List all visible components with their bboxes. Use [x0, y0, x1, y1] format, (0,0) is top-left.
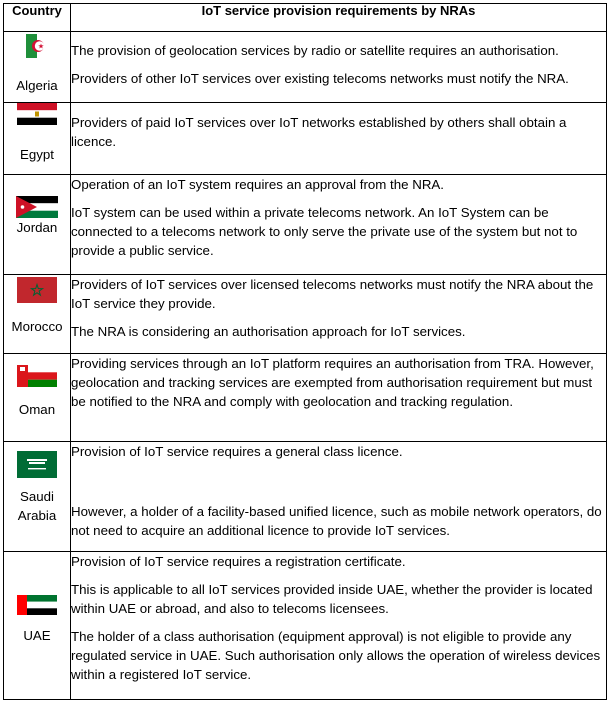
- country-cell: [4, 32, 71, 103]
- flag-oman-icon: [17, 365, 57, 387]
- requirement-paragraph: IoT system can be used within a private telecoms network. An IoT System can be connected to a telecoms network to only serve the private use of the system but not to provide a public service.: [71, 205, 578, 258]
- flag-saudi-arabia-icon: [17, 451, 57, 478]
- requirements-cell: [71, 175, 607, 275]
- nra-requirements-table: [3, 3, 607, 700]
- requirements-cell: [71, 442, 607, 552]
- requirements-cell: [71, 32, 607, 103]
- flag-egypt-icon: [17, 103, 57, 125]
- requirement-paragraph: Providers of paid IoT services over IoT networks established by others shall obtain a licence.: [71, 115, 567, 149]
- country-cell: [4, 354, 71, 442]
- requirement-paragraph: The provision of geolocation services by radio or satellite requires an authorisation.: [71, 43, 559, 58]
- requirement-paragraph: Providers of other IoT services over existing telecoms networks must notify the NRA.: [71, 71, 569, 86]
- requirement-paragraph: However, a holder of a facility-based unified licence, such as mobile network operators, do not need to acquire an additional licence to provide IoT services.: [71, 504, 602, 538]
- country-name: Algeria: [16, 78, 58, 93]
- country-cell: [4, 275, 71, 354]
- requirements-cell: [71, 552, 607, 700]
- country-name: UAE: [23, 628, 51, 643]
- flag-morocco-icon: [17, 277, 57, 303]
- header-country: Country: [4, 4, 71, 32]
- country-name: Jordan: [16, 220, 58, 235]
- country-cell: [4, 103, 71, 175]
- requirements-cell: [71, 103, 607, 175]
- flag-algeria-icon: [26, 34, 48, 58]
- country-cell: [4, 552, 71, 700]
- header-requirements: IoT service provision requirements by NRAs: [71, 4, 607, 32]
- country-cell: [4, 175, 71, 275]
- requirements-cell: [71, 354, 607, 442]
- table-row: [4, 275, 607, 354]
- requirement-paragraph: Provision of IoT service requires a general class licence.: [71, 444, 403, 459]
- table-row: [4, 175, 607, 275]
- table-row: [4, 442, 607, 552]
- requirements-cell: [71, 275, 607, 354]
- table-row: [4, 103, 607, 175]
- flag-uae-icon: [17, 595, 57, 615]
- requirement-paragraph: The NRA is considering an authorisation approach for IoT services.: [71, 324, 466, 339]
- country-name: Morocco: [11, 319, 63, 334]
- country-cell: [4, 442, 71, 552]
- table-row: [4, 354, 607, 442]
- flag-jordan-icon: [16, 196, 58, 218]
- table-header-row: [4, 4, 607, 32]
- requirement-paragraph: Provision of IoT service requires a registration certificate.: [71, 554, 406, 569]
- requirement-paragraph: The holder of a class authorisation (equipment approval) is not eligible to provide any regulated service in UAE. Such authorisation only allows the operation of wireless devices within a registered IoT service.: [71, 629, 601, 682]
- requirement-paragraph: Operation of an IoT system requires an approval from the NRA.: [71, 177, 444, 192]
- country-name: Oman: [18, 402, 56, 417]
- requirement-paragraph: Providing services through an IoT platform requires an authorisation from TRA. However, geolocation and tracking services are exempted from authorisation requirement but must be notified to the NRA and comply with geolocation and tracking regulation.: [71, 356, 594, 409]
- table-row: [4, 32, 607, 103]
- country-name: Egypt: [19, 147, 54, 162]
- requirement-paragraph: This is applicable to all IoT services provided inside UAE, whether the provider is located within UAE or abroad, and also to telecoms licensees.: [71, 582, 593, 616]
- country-name: Saudi Arabia: [17, 489, 57, 523]
- requirement-paragraph: Providers of IoT services over licensed telecoms networks must notify the NRA about the IoT service they provide.: [71, 277, 594, 311]
- table-row: [4, 552, 607, 700]
